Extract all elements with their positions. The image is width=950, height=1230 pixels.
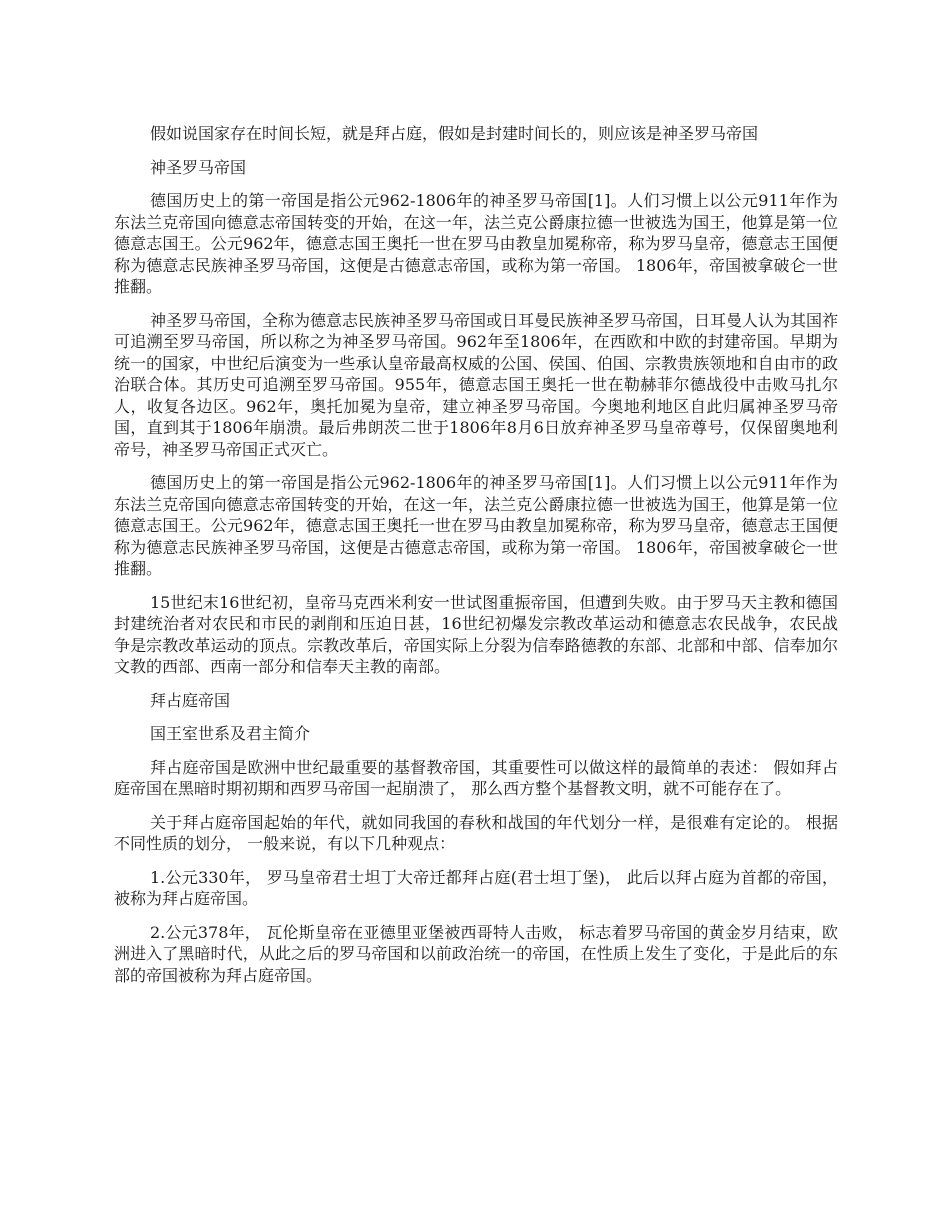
document-body xyxy=(114,123,838,998)
body-paragraph: 15世纪末16世纪初，皇帝马克西米利安一世试图重振帝国，但遭到失败。由于罗马天主教和德国封建统治者对农民和市民的剥削和压迫日甚，16世纪初爆发宗教改革运动和德意志农民战争，农民战争是宗教改革运动的顶点。宗教改革后，帝国实际上分裂为信奉路德教的东部、北部和中部、信奉加尔文教的西部、西南一部分和信奉天主教的南部。 xyxy=(114,592,838,676)
intro-paragraph: 假如说国家存在时间长短，就是拜占庭，假如是封建时间长的，则应该是神圣罗马帝国 xyxy=(150,124,759,143)
section-heading-byzantine-empire: 拜占庭帝国 xyxy=(150,690,231,710)
subsection-heading-dynasty: 国王室世系及君主简介 xyxy=(150,724,311,743)
list-item-paragraph: 2.公元378年， 瓦伦斯皇帝在亚德里亚堡被西哥特人击败， 标志着罗马帝国的黄金岁月结束，欧洲进入了黑暗时代，从此之后的罗马帝国和以前政治统一的帝国，在性质上发生了变化，于是此后的东部的帝国被称为拜占庭帝国。 xyxy=(114,922,838,985)
body-paragraph: 德国历史上的第一帝国是指公元962-1806年的神圣罗马帝国[1]。人们习惯上以公元911年作为东法兰克帝国向德意志帝国转变的开始，在这一年，法兰克公爵康拉德一世被选为国王，他算是第一位德意志国王。公元962年，德意志国王奥托一世在罗马由教皇加冕称帝，称为罗马皇帝，德意志王国便称为德意志民族神圣罗马帝国，这便是古德意志帝国，或称为第一帝国。 1806年，帝国被拿破仑一世推翻。 xyxy=(114,191,838,296)
body-paragraph: 拜占庭帝国是欧洲中世纪最重要的基督教帝国，其重要性可以做这样的最简单的表述： 假如拜占庭帝国在黑暗时期初期和西罗马帝国一起崩溃了， 那么西方整个基督教文明，就不可能存在了。 xyxy=(114,757,838,798)
body-paragraph: 德国历史上的第一帝国是指公元962-1806年的神圣罗马帝国[1]。人们习惯上以公元911年作为东法兰克帝国向德意志帝国转变的开始，在这一年，法兰克公爵康拉德一世被选为国王，他算是第一位德意志国王。公元962年，德意志国王奥托一世在罗马由教皇加冕称帝，称为罗马皇帝，德意志王国便称为德意志民族神圣罗马帝国，这便是古德意志帝国，或称为第一帝国。 1806年，帝国被拿破仑一世推翻。 xyxy=(114,473,838,578)
body-paragraph: 关于拜占庭帝国起始的年代，就如同我国的春秋和战国的年代划分一样，是很难有定论的。 根据不同性质的划分， 一般来说，有以下几种观点： xyxy=(114,812,838,853)
section-heading-holy-roman-empire: 神圣罗马帝国 xyxy=(150,157,247,177)
body-paragraph: 神圣罗马帝国，全称为德意志民族神圣罗马帝国或日耳曼民族神圣罗马帝国，日耳曼人认为其国祚可追溯至罗马帝国，所以称之为神圣罗马帝国。962年至1806年，在西欧和中欧的封建帝国。早期为统一的国家，中世纪后演变为一些承认皇帝最高权威的公国、侯国、伯国、宗教贵族领地和自由市的政治联合体。其历史可追溯至罗马帝国。955年，德意志国王奥托一世在勒赫菲尔德战役中击败马扎尔人，收复各边区。962年，奥托加冕为皇帝，建立神圣罗马帝国。今奥地利地区自此归属神圣罗马帝国，直到其于1806年崩溃。最后弗朗茨二世于1806年8月6日放弃神圣罗马皇帝尊号，仅保留奥地利帝号，神圣罗马帝国正式灭亡。 xyxy=(114,310,839,459)
list-item-paragraph: 1.公元330年， 罗马皇帝君士坦丁大帝迁都拜占庭(君士坦丁堡)， 此后以拜占庭为首都的帝国，被称为拜占庭帝国。 xyxy=(114,867,838,908)
